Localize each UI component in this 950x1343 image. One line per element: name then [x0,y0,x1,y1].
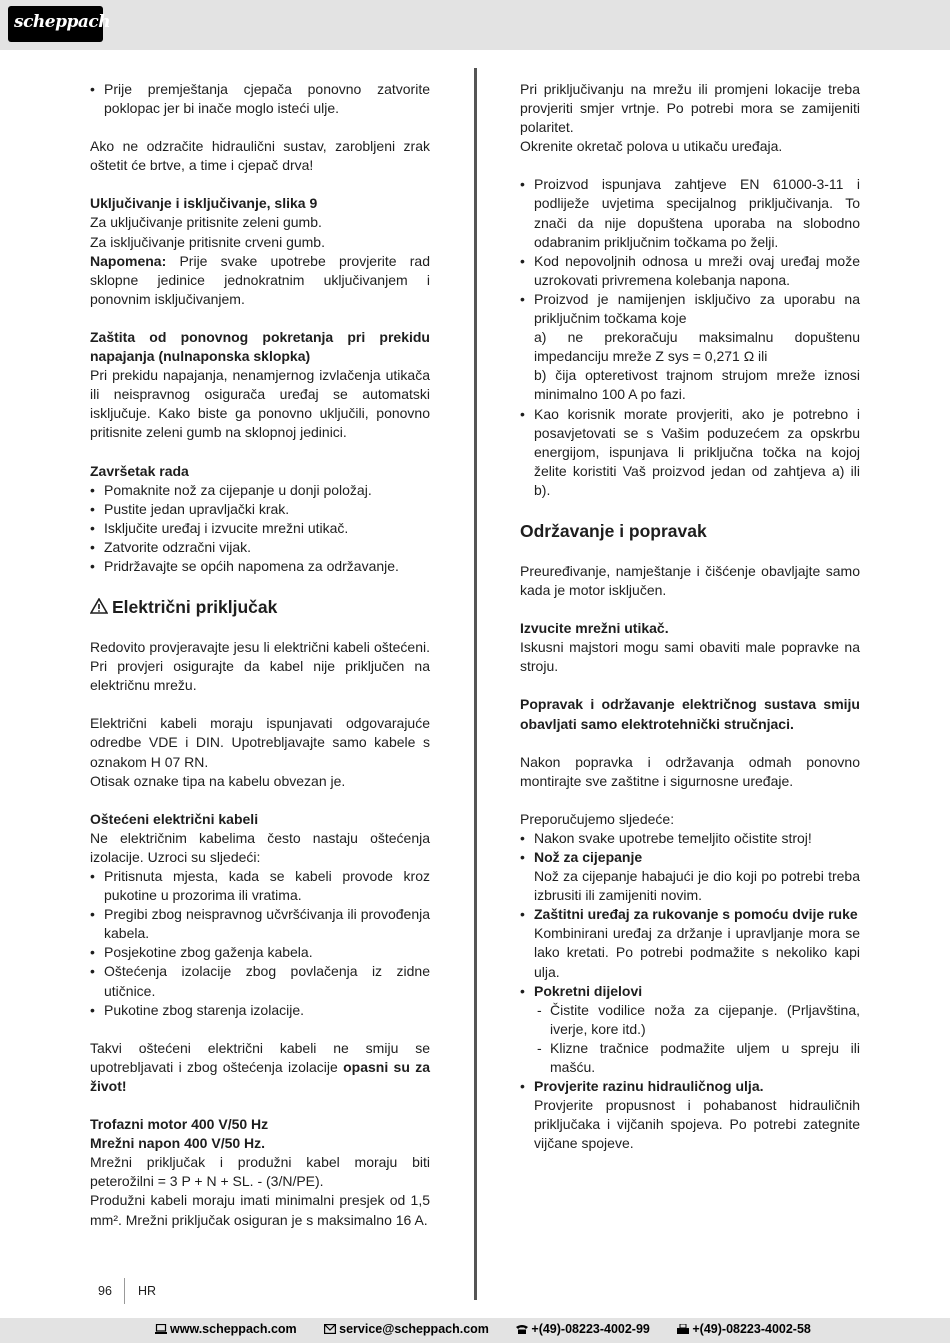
paragraph: Preporučujemo sljedeće: [520,810,675,827]
paragraph: Produžni kabeli moraju imati minimalni presjek od 1,5 mm². Mrežni priključak osiguran je s maksimalno 16 A. [90,1192,430,1228]
list-item: • Posjekotine zbog gaženja kabela. [90,943,430,962]
section-title: Oštećeni električni kabeli [90,810,259,827]
section-title: Završetak rada [90,462,189,479]
list-item: • Kod nepovoljnih odnosa u mreži ovaj uređaj može uzrokovati privremena kolebanja napona. [520,252,860,290]
list-item: • Zatvorite odzračni vijak. [90,538,430,557]
paragraph: Nakon popravka i održavanja odmah ponovno montirajte sve zaštitne i sigurnosne uređaje. [520,753,860,789]
dash-item: - Čistite vodilice noža za cijepanje. (Prljavština, iverje, kore itd.) [520,1001,860,1039]
paragraph: Iskusni majstori mogu sami obaviti male popravke na stroju. [520,639,860,675]
fax-number: +(49)-08223-4002-58 [692,1322,811,1336]
list-item: • Nakon svake upotrebe temeljito očistite stroj! [520,829,860,848]
list-item: • Pokretni dijelovi [520,982,860,1001]
header-bar [0,0,950,50]
language-code: HR [138,1284,157,1298]
logo-text: scheppach [14,12,111,32]
web-link[interactable]: www.scheppach.com [170,1322,297,1336]
page-number-divider [124,1278,125,1304]
paragraph: Za isključivanje pritisnite crveni gumb. [90,233,325,250]
list-item: • Pridržavajte se općih napomena za održavanje. [90,557,430,576]
maintenance-heading: Održavanje i popravak [520,520,707,541]
paragraph: Pri priključivanju na mrežu ili promjeni lokacije treba provjeriti smjer vrtnje. Po potrebi mora se zamijeniti polaritet. [520,81,860,136]
list-item: • Proizvod ispunjava zahtjeve EN 61000-3-11 i podliježe uvjetima specijalnog priključivanja. To znači da nije dopuštena uporaba na slobodno odabranim priključnim točkama po želji. [520,175,860,251]
phone-icon [516,1324,528,1334]
list-item: • Nož za cijepanje Nož za cijepanje habajući je dio koji po potrebi treba izbrusiti ili zamijeniti novim. [520,848,860,905]
list-item: • Pomaknite nož za cijepanje u donji položaj. [90,481,430,500]
footer-phone [516,1322,662,1336]
dash-item: - Klizne tračnice podmažite uljem u spreju ili mašću. [520,1039,860,1077]
section-title: Mrežni napon 400 V/50 Hz. [90,1135,266,1152]
left-column [90,80,430,1230]
recommendation-list-cont [520,1077,860,1153]
paragraph: Redovito provjeravajte jesu li električni kabeli oštećeni. Pri provjeri osigurajte da kabel nije priključen na električnu mrežu. [90,639,430,694]
right-column [520,80,860,1154]
phone-number: +(49)-08223-4002-99 [531,1322,650,1336]
footer-bar [0,1318,950,1343]
requirements-list [520,175,860,500]
section-title: Uključivanje i isključivanje, slika 9 [90,195,318,212]
paragraph: Za uključivanje pritisnite zeleni gumb. [90,214,322,231]
bold-paragraph: Popravak i održavanje električnog sustava smiju obavljati samo elektrotehnički stručnjaci. [520,696,860,732]
list-item: • Prije premještanja cjepača ponovno zatvorite poklopac jer bi inače moglo isteći ulje. [90,80,430,118]
note-paragraph: Napomena: Prije svake upotrebe provjerite rad sklopne jedinice jednokratnim uključivanjem i ponovnim isključivanjem. [90,252,430,307]
electrical-heading: Električni priključak [90,595,430,619]
list-item: • Zaštitni uređaj za rukovanje s pomoću dvije ruke Kombinirani uređaj za držanje i upravljanje mora se lako kretati. Po potrebi podmažite s nekoliko kapi ulja. [520,905,860,981]
footer-email [324,1322,501,1336]
list-item: • Pukotine zbog starenja izolacije. [90,1001,430,1020]
list-item: • Proizvod je namijenjen isključivo za uporabu na priključnim točkama koje a) ne prekoračuju maksimalnu dopuštenu impedanciju mreže Z sys = 0,271 Ω ili b) čija opteretivost trajnom strujom mreže iznosi minimalno 100 A po fazi. [520,290,860,405]
email-link[interactable]: service@scheppach.com [339,1322,489,1336]
list-item: • Oštećenja izolacije zbog povlačenja iz zidne utičnice. [90,962,430,1000]
mail-icon [324,1324,336,1334]
list-item: • Isključite uređaj i izvucite mrežni utikač. [90,519,430,538]
page-number: 96 [98,1284,112,1298]
list-item: • Pregibi zbog neispravnog učvršćivanja ili provođenja kabela. [90,905,430,943]
section-title: Trofazni motor 400 V/50 Hz [90,1116,269,1133]
scheppach-logo [8,6,111,42]
paragraph: Preuređivanje, namještanje i čišćenje obavljajte samo kada je motor isključen. [520,562,860,599]
column-divider [474,68,477,1300]
computer-icon [155,1324,167,1334]
list-item: • Provjerite razinu hidrauličnog ulja. Provjerite propusnost i pohabanost hidrauličnih priključaka i vijčanih spojeva. Po potrebi zategnite vijčane spojeve. [520,1077,860,1153]
note-label: Napomena: [90,252,167,269]
warning-paragraph: Takvi oštećeni električni kabeli ne smiju se upotrebljavati i zbog oštećenja izolacije opasni su za život! [90,1039,430,1094]
paragraph: Mrežni priključak i produžni kabel moraju biti peterožilni = 3 P + N + SL. - (3/N/PE). [90,1154,430,1190]
recommendation-list [520,829,860,1001]
bullet-list [90,80,430,118]
paragraph: Okrenite okretač polova u utikaču uređaja. [520,138,783,155]
list-item: • Kao korisnik morate provjeriti, ako je potrebno i posavjetovati se s Vašim poduzećem za opskrbu energijom, ispunjava li priključna točka na kojoj želite koristiti Vaš proizvod jedan od zahtjeva a) ili b). [520,405,860,500]
section-title: Izvucite mrežni utikač. [520,620,669,637]
paragraph: Pri prekidu napajanja, nenamjernog izvlačenja utikača ili neispravnog osigurača uređaj se automatski isključuje. Kako biste ga ponovno uključili, ponovno pritisnite zeleni gumb na sklopnoj jedinici. [90,367,430,441]
footer-fax [677,1322,823,1336]
damage-causes-list [90,867,430,1020]
list-item: • Pustite jedan upravljački krak. [90,500,430,519]
moving-parts-list [520,1001,860,1077]
footer-web [155,1322,309,1336]
paragraph: Električni kabeli moraju ispunjavati odgovarajuće odredbe VDE i DIN. Upotrebljavajte samo kabele s oznakom H 07 RN. [90,715,430,770]
end-work-list [90,481,430,576]
section-title: Zaštita od ponovnog pokretanja pri prekidu napajanja (nulnaponska sklopka) [90,328,430,365]
list-item: • Pritisnuta mjesta, kada se kabeli provode kroz pukotine u prozorima ili vratima. [90,867,430,905]
paragraph: Otisak oznake tipa na kabelu obvezan je. [90,772,346,789]
paragraph: Ne električnim kabelima često nastaju oštećenja izolacije. Uzroci su sljedeći: [90,829,430,865]
footer-contacts [155,1322,835,1336]
warning-icon [90,598,108,614]
fax-icon [677,1324,689,1334]
paragraph: Ako ne odzračite hidraulični sustav, zarobljeni zrak oštetit će brtve, a time i cjepač drva! [90,138,430,174]
